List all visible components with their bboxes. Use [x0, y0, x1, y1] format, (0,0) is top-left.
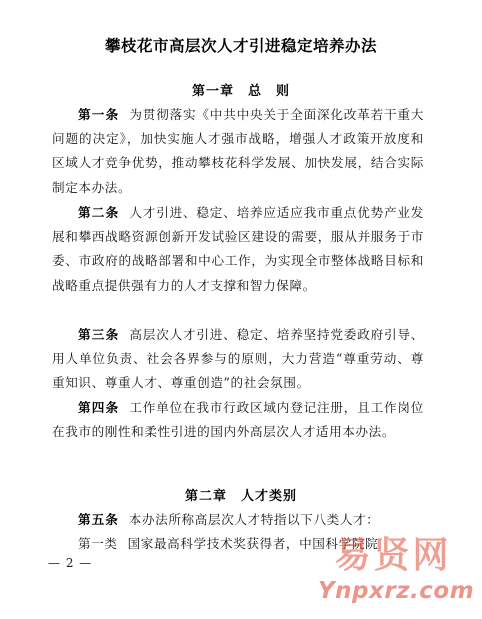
- article-number: 第一条: [78, 107, 120, 122]
- article-text: 人才引进、稳定、培养应适应我市重点优势产业发展和攀西战略资源创新开发试验区建设的需要，服从并服务于市委、市政府的战略部署和中心工作，为实现全市整体战略目标和战略重点提供强有力的人才支撑和智力保障。: [52, 205, 425, 293]
- chapter-heading-talent-categories: 第二章 人才类别: [184, 489, 297, 504]
- watermark-url-text: Ynpxrz.com: [318, 578, 475, 604]
- watermark-main-text: 易贤网: [334, 535, 452, 576]
- article-3: [52, 323, 424, 396]
- document-title: 攀枝花市高层次人才引进稳定培养办法: [104, 37, 377, 55]
- article-text: 本办法所称高层次人才特指以下八类人才：: [128, 512, 380, 527]
- article-2: [52, 201, 424, 298]
- category-number: 第一类: [78, 536, 118, 551]
- article-number: 第五条: [78, 512, 119, 527]
- chapter-heading-general: 第一章 总 则: [191, 84, 290, 99]
- category-1: [52, 532, 424, 556]
- page-number: — 2 —: [48, 556, 93, 570]
- article-4: [52, 396, 424, 444]
- article-number: 第三条: [78, 327, 120, 342]
- article-text: 高层次人才引进、稳定、培养坚持党委政府引导、用人单位负责、社会各界参与的原则，大力营造“尊重劳动、尊重知识、尊重人才、尊重创造”的社会氛围。: [52, 327, 425, 391]
- article-number: 第二条: [78, 205, 120, 220]
- article-number: 第四条: [78, 400, 120, 415]
- category-text: 国家最高科学技术奖获得者，中国科学院院: [127, 536, 379, 551]
- article-text: 工作单位在我市行政区域内登记注册，且工作岗位在我市的刚性和柔性引进的国内外高层次人才适用本办法。: [52, 400, 425, 440]
- article-5: [52, 508, 424, 532]
- article-text: 为贯彻落实《中共中央关于全面深化改革若干重大问题的决定》，加快实施人才强市战略，增强人才政策开放度和区域人才竞争优势，推动攀枝花科学发展、加快发展，结合实际制定本办法。: [52, 107, 425, 195]
- article-1: [52, 103, 424, 200]
